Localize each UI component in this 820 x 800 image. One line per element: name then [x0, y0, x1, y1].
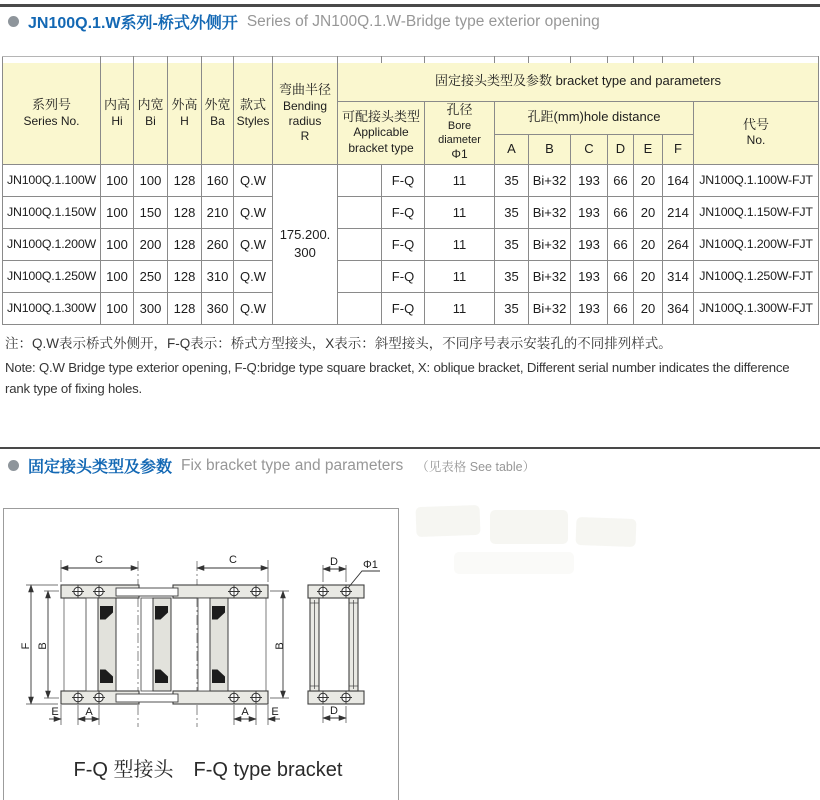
col-header-outer-height: 外高 H: [168, 63, 202, 164]
dim-label-f: F: [20, 642, 32, 650]
cell-d: 66: [608, 164, 634, 196]
cell-bi: 250: [134, 260, 168, 292]
col-header-a: A: [495, 134, 529, 164]
cell-bracket-sub: [338, 196, 382, 228]
cell-e: 20: [634, 228, 663, 260]
cell-hi: 100: [101, 196, 134, 228]
cell-bracket-sub: [338, 292, 382, 324]
cell-a: 35: [495, 292, 529, 324]
col-header-series: 系列号 Series No.: [3, 63, 101, 164]
dim-label-a-right: A: [241, 706, 249, 718]
col-header-b: B: [529, 134, 571, 164]
note-en: Note: Q.W Bridge type exterior opening, F-Q:bridge type square bracket, X: oblique bracket, Different serial number indicates the difference rank type of fixing holes.: [5, 360, 790, 396]
cell-bore: 11: [425, 196, 495, 228]
cell-code: JN100Q.1.250W-FJT: [694, 260, 819, 292]
section2-title-zh: 固定接头类型及参数: [28, 459, 173, 476]
col-header-code: 代号 No.: [694, 101, 819, 164]
col-header-f: F: [663, 134, 694, 164]
cell-code: JN100Q.1.200W-FJT: [694, 228, 819, 260]
caption-en: F-Q type bracket: [193, 759, 343, 781]
cell-bending-radius: 175.200. 300: [273, 164, 338, 324]
dim-label-e-right: E: [271, 706, 279, 718]
cell-style: Q.W: [234, 260, 273, 292]
cell-ba: 210: [202, 196, 234, 228]
cell-series: JN100Q.1.150W: [3, 196, 101, 228]
cell-series: JN100Q.1.100W: [3, 164, 101, 196]
cell-d: 66: [608, 260, 634, 292]
cell-bracket: F-Q: [382, 196, 425, 228]
cell-e: 20: [634, 292, 663, 324]
cell-style: Q.W: [234, 292, 273, 324]
dim-label-d-bottom: D: [330, 705, 338, 717]
cell-bracket-sub: [338, 260, 382, 292]
cell-hi: 100: [101, 228, 134, 260]
cell-code: JN100Q.1.300W-FJT: [694, 292, 819, 324]
faint-watermark: [414, 504, 664, 592]
bullet-icon: [8, 460, 19, 471]
cell-bore: 11: [425, 260, 495, 292]
cell-hi: 100: [101, 292, 134, 324]
cell-e: 20: [634, 260, 663, 292]
side-view: [308, 585, 364, 704]
cell-a: 35: [495, 260, 529, 292]
cell-bracket-sub: [338, 164, 382, 196]
cell-ba: 310: [202, 260, 234, 292]
cell-hi: 100: [101, 260, 134, 292]
cell-h: 128: [168, 292, 202, 324]
dim-label-phi1: Φ1: [363, 559, 378, 571]
table-row: [3, 260, 819, 292]
cell-f: 314: [663, 260, 694, 292]
cell-a: 35: [495, 228, 529, 260]
col-header-d: D: [608, 134, 634, 164]
dim-label-d-top: D: [330, 556, 338, 568]
section1-title-en: Series of JN100Q.1.W-Bridge type exterior opening: [246, 12, 600, 30]
cell-bracket: F-Q: [382, 164, 425, 196]
dim-label-b-left: B: [37, 642, 49, 650]
cell-h: 128: [168, 228, 202, 260]
cell-ba: 260: [202, 228, 234, 260]
cell-f: 264: [663, 228, 694, 260]
cell-d: 66: [608, 196, 634, 228]
caption-zh: F-Q 型接头: [73, 759, 174, 781]
col-header-hole-distance: 孔距(mm)hole distance: [495, 101, 694, 134]
cell-bracket: F-Q: [382, 292, 425, 324]
col-header-styles: 款式 Styles: [234, 63, 273, 164]
cell-h: 128: [168, 196, 202, 228]
cell-h: 128: [168, 164, 202, 196]
cell-bore: 11: [425, 164, 495, 196]
col-header-c: C: [571, 134, 608, 164]
cell-series: JN100Q.1.250W: [3, 260, 101, 292]
cell-f: 214: [663, 196, 694, 228]
cell-e: 20: [634, 196, 663, 228]
cell-bi: 300: [134, 292, 168, 324]
section1-title-zh: JN100Q.1.W系列-桥式外侧开: [28, 15, 238, 32]
col-header-inner-height: 内高 Hi: [101, 63, 134, 164]
cell-b: Bi+32: [529, 292, 571, 324]
table-row: [3, 196, 819, 228]
cell-bi: 200: [134, 228, 168, 260]
cell-h: 128: [168, 260, 202, 292]
cell-c: 193: [571, 292, 608, 324]
cell-bore: 11: [425, 292, 495, 324]
cell-bi: 150: [134, 196, 168, 228]
table-row: [3, 292, 819, 324]
cell-code: JN100Q.1.150W-FJT: [694, 196, 819, 228]
col-header-inner-width: 内宽 Bi: [134, 63, 168, 164]
notes-block: [5, 333, 815, 399]
cell-ba: 160: [202, 164, 234, 196]
dim-label-c-right: C: [229, 554, 237, 566]
col-header-bending-radius: 弯曲半径 Bending radius R: [273, 63, 338, 164]
cell-e: 20: [634, 164, 663, 196]
section2-heading: [8, 454, 535, 477]
cell-bracket: F-Q: [382, 228, 425, 260]
cell-style: Q.W: [234, 164, 273, 196]
cell-c: 193: [571, 228, 608, 260]
section2-see-table: （见表格 See table）: [416, 459, 536, 474]
table-row: [3, 164, 819, 196]
cell-ba: 360: [202, 292, 234, 324]
cell-c: 193: [571, 164, 608, 196]
cell-b: Bi+32: [529, 164, 571, 196]
cell-f: 364: [663, 292, 694, 324]
cell-bore: 11: [425, 228, 495, 260]
bullet-icon: [8, 16, 19, 27]
col-header-bore-diameter: 孔径 Bore diameter Φ1: [425, 101, 495, 164]
col-header-e: E: [634, 134, 663, 164]
cell-c: 193: [571, 196, 608, 228]
cell-c: 193: [571, 260, 608, 292]
col-header-applicable-bracket: 可配接头类型 Applicable bracket type: [338, 101, 425, 164]
cell-b: Bi+32: [529, 260, 571, 292]
cell-hi: 100: [101, 164, 134, 196]
mid-rule: [0, 447, 820, 449]
cell-style: Q.W: [234, 196, 273, 228]
cell-a: 35: [495, 196, 529, 228]
note-zh: 注：Q.W表示桥式外侧开，F-Q表示：桥式方型接头，X表示：斜型接头，不同序号表示安装孔的不同排列样式。: [5, 336, 672, 351]
cell-style: Q.W: [234, 228, 273, 260]
header-row-1: [3, 63, 819, 101]
cell-series: JN100Q.1.300W: [3, 292, 101, 324]
cell-b: Bi+32: [529, 196, 571, 228]
diagram-caption: [4, 753, 398, 782]
dim-label-c-left: C: [95, 554, 103, 566]
spec-table: [2, 56, 819, 325]
dim-label-b-right: B: [274, 642, 286, 650]
cell-d: 66: [608, 228, 634, 260]
cell-f: 164: [663, 164, 694, 196]
group-header-bracket-params: 固定接头类型及参数 bracket type and parameters: [338, 63, 819, 101]
dim-label-a-left: A: [85, 706, 93, 718]
cell-b: Bi+32: [529, 228, 571, 260]
col-header-outer-width: 外宽 Ba: [202, 63, 234, 164]
top-rule: [0, 4, 820, 7]
cell-bi: 100: [134, 164, 168, 196]
cell-bracket: F-Q: [382, 260, 425, 292]
section2-title-en: Fix bracket type and parameters: [181, 456, 404, 474]
dim-label-e-left: E: [51, 706, 59, 718]
cell-code: JN100Q.1.100W-FJT: [694, 164, 819, 196]
section1-heading: [8, 10, 600, 33]
cell-d: 66: [608, 292, 634, 324]
bracket-diagram-box: [3, 508, 399, 800]
cell-series: JN100Q.1.200W: [3, 228, 101, 260]
front-view: [61, 585, 268, 704]
table-row: [3, 228, 819, 260]
cell-a: 35: [495, 164, 529, 196]
cell-bracket-sub: [338, 228, 382, 260]
